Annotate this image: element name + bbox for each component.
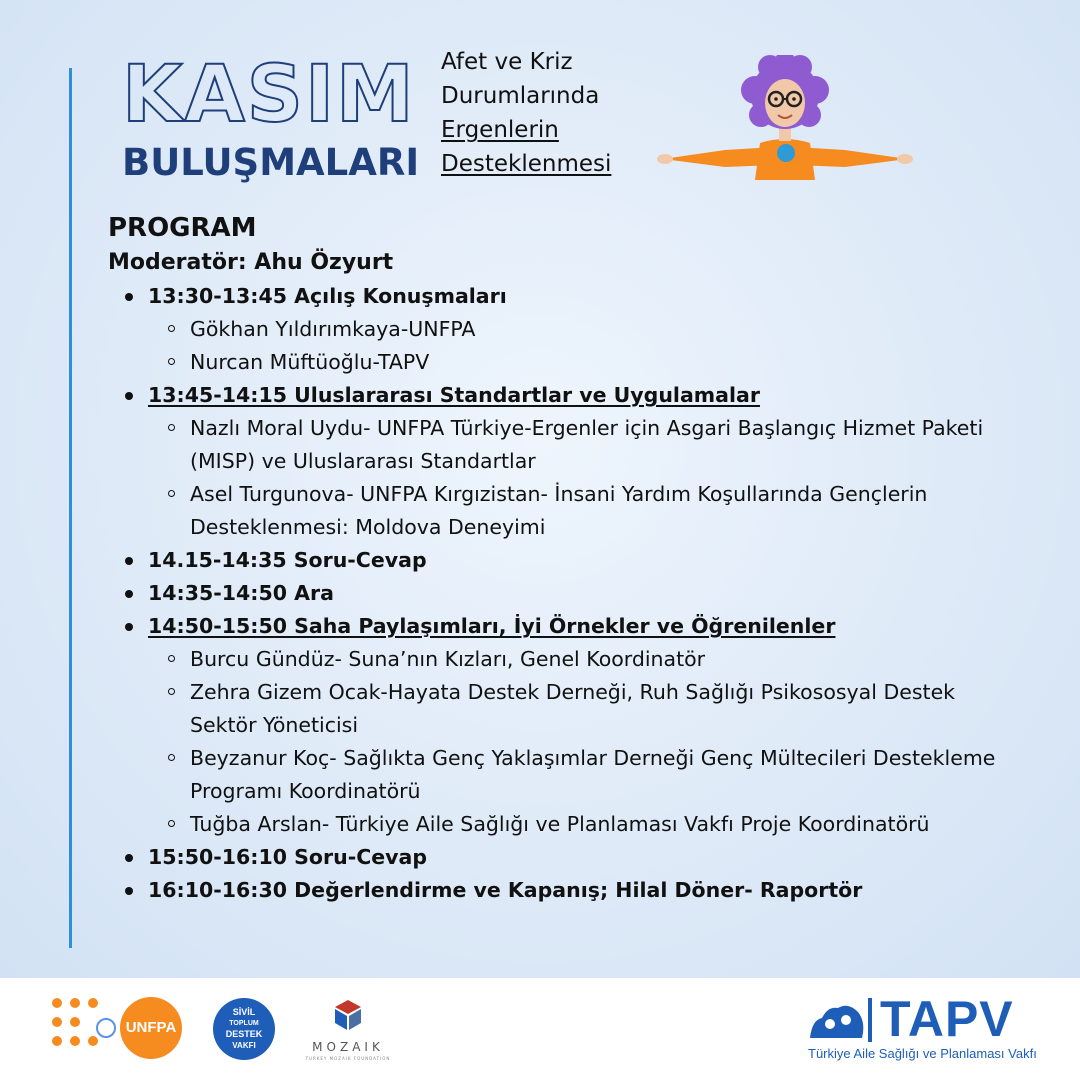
agenda-item-label: 13:30-13:45 Açılış Konuşmaları [148,284,507,308]
mozaik-logo-text: MOZAIK [312,1040,384,1054]
unfpa-logo: UNFPA [120,997,182,1059]
agenda-item-label: 15:50-16:10 Soru-Cevap [148,845,428,869]
program-heading: PROGRAM [108,213,257,243]
subtitle-line: Ergenlerin [441,117,559,143]
title-kasim: KASIM [122,50,416,140]
speaker-item: Tuğba Arslan- Türkiye Aile Sağlığı ve Planlaması Vakfı Proje Koordinatörü [190,808,1008,841]
agenda-item [148,577,1008,610]
agenda-item [148,544,1008,577]
speaker-list [148,643,1008,841]
tapv-family-icon [808,998,866,1042]
sivil-logo-text: VAKFI [232,1041,256,1050]
mozaik-cube-icon [328,998,368,1034]
moderator: Moderatör: Ahu Özyurt [108,250,394,275]
agenda-item-label: 14:35-14:50 Ara [148,581,334,605]
tapv-divider [868,998,872,1042]
speaker-item: Gökhan Yıldırımkaya-UNFPA [190,313,1008,346]
agenda-item [148,874,1008,907]
speaker-item: Beyzanur Koç- Sağlıkta Genç Yaklaşımlar Derneği Genç Mültecileri Destekleme Programı Koordinatörü [190,742,1008,808]
speaker-list [148,412,1008,544]
subtitle-line: Desteklenmesi [441,151,612,177]
agenda-item [148,379,1008,544]
subtitle-line: Afet ve Kriz [441,49,573,75]
accent-line [69,68,72,948]
agenda-item [148,610,1008,841]
tapv-logo: TAPV [880,991,1014,1047]
speaker-list [148,313,1008,379]
mozaik-logo-subtext: TURKEY MOZAIK FOUNDATION [305,1056,391,1061]
sivil-toplum-logo [213,998,275,1060]
agenda-item-label: 14.15-14:35 Soru-Cevap [148,548,427,572]
tapv-full-name: Türkiye Aile Sağlığı ve Planlaması Vakfı [808,1046,1037,1061]
girl-illustration [655,55,915,190]
speaker-item: Nurcan Müftüoğlu-TAPV [190,346,1008,379]
un-emblem-icon [96,1018,116,1038]
title-bulusmalari: BULUŞMALARI [122,141,420,184]
agenda-item-label: 14:50-15:50 Saha Paylaşımları, İyi Örnekler ve Öğrenilenler [148,614,836,638]
sivil-logo-text: TOPLUM [229,1020,259,1027]
speaker-item: Zehra Gizem Ocak-Hayata Destek Derneği, Ruh Sağlığı Psikososyal Destek Sektör Yöneticisi [190,676,1008,742]
agenda-item-label: 13:45-14:15 Uluslararası Standartlar ve Uygulamalar [148,383,760,407]
event-subtitle [441,45,611,181]
sivil-logo-text: DESTEK [225,1029,263,1039]
agenda-list [108,280,1008,907]
agenda-item [148,841,1008,874]
speaker-item: Asel Turgunova- UNFPA Kırgızistan- İnsani Yardım Koşullarında Gençlerin Desteklenmesi: Moldova Deneyimi [190,478,1008,544]
agenda-item [148,280,1008,379]
program-section [108,210,1008,907]
sivil-logo-text: SİVİL [232,1007,256,1017]
speaker-item: Burcu Gündüz- Suna’nın Kızları, Genel Koordinatör [190,643,1008,676]
speaker-item: Nazlı Moral Uydu- UNFPA Türkiye-Ergenler için Asgari Başlangıç Hizmet Paketi (MISP) ve Uluslararası Standartlar [190,412,1008,478]
subtitle-line: Durumlarında [441,83,600,109]
agenda-item-label: 16:10-16:30 Değerlendirme ve Kapanış; Hilal Döner- Raportör [148,878,863,902]
